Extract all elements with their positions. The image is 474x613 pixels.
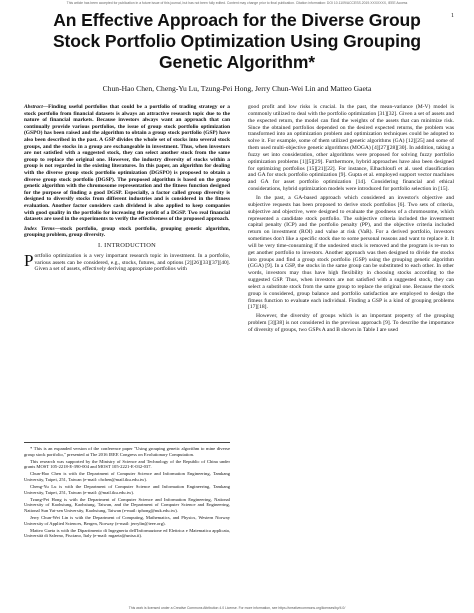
body-paragraph: However, the diversity of groups which is an important property of the grouping problem [3][38] is not considered in the previous approach [9]. To describe the importance of diversity of groups, two GSPs A and B shown in Table I are used bbox=[248, 313, 454, 333]
footnote: * This is an expanded version of the conference paper "Using grouping genetic algorithm to mine diverse group stock portfolio," presented at The 2016 IEEE Congress on Evolutionary Computation. bbox=[24, 446, 230, 457]
license-footer: This work is licensed under a Creative Commons Attribution 4.0 License. For more information, see https://creativecommons.org/licenses/by/4.0/ bbox=[128, 606, 346, 610]
page-number: 1 bbox=[451, 13, 454, 19]
footnotes bbox=[24, 442, 230, 540]
footnote: Chun-Hao Chen is with the Department of Computer Science and Information Engineering, Tamkang University, Taipei, 251, Taiwan (e-mail: chchen@mail.tku.edu.tw). bbox=[24, 471, 230, 482]
index-terms-label: Index Terms bbox=[24, 225, 55, 232]
body-paragraph: In the past, a GA-based approach which considered an investor's objective and subjective requests has been proposed to derive stock portfolios [6]. Two sets of criteria, subjective and objective, were designed to evaluate the goodness of a chromosome, which represented a candidate stock portfolio. The subjective criteria included the investment capital penalty (ICP) and the portfolio penalty (PP), and the objective criteria included return on investment (ROI) and value at risk (VaR). For a derived portfolio, investors sometimes don't like a specific stock due to some personal reasons and want to replace it. It will be very time-consuming if the undesired stock is removed and the program is re-run to get another portfolio to investors. Another approach was then designed to divide the stocks into groups and find a group stock portfolio (GSP) using the grouping genetic algorithm (GGA) [9]. In a GSP, the stocks in the same group can be substituted to each other. In other words, investors may thus have high flexibility in choosing stocks according to the suggested GSP. Thus, when investors are not satisfied with a suggested stock, they can select a substitute stock from the same group to replace the original one. Because the stock group is considered, group balance and portfolio satisfaction are employed to design the fitness function to evaluate each individual. Finding a GSP is a kind of grouping problems [17][18]. bbox=[248, 194, 454, 311]
footnote: Matteo Gaeta is with the Dipartimento di Ingegneria dell'Informazione ed Elettrica e Matematica applicata, Università di Salerno, Fisciano, Italy (e-mail: mgaeta@unisa.it). bbox=[24, 527, 230, 539]
index-terms bbox=[24, 226, 230, 239]
abstract-text: —Finding useful portfolios that could be a portfolio of trading strategy or a stock portfolio from financial datasets is always an attractive research topic due to the nature of financial markets. Because investors always want an approach that can continually provide various portfolios, the issue of group stock portfolio optimization (GSPO) has been raised and the algorithm to obtain a group stock portfolio (GSP) have also been described in the past. A GSP divides the whole set of stocks into several stock groups, and the stocks in a group are exchangeable in investment. Thus, when investors are not satisfied with a suggested stock, they can select another stock from the same group to replace the original one. However, the industry diversity of stocks within a group is not regarded in the existing literatures. In this paper, an algorithm for dealing with the diverse group stock portfolio optimization (DGSPO) is proposed to obtain a diverse group stock portfolio (DGSP). The proposed algorithm is based on the group genetic algorithm with the chromosome representation and the fitness function designed for the purpose of finding a good DGSP. Especially, a factor called group diversity is designed to diversify stocks from different industries and is considered in the fitness evaluation. Another factor considers cash dividend is also applied to keep companies with good quality in the portfolio for increasing the profit of a DGSP. Two real financial datasets are used in the experiments to verify the effectiveness of the proposed approach. bbox=[24, 104, 230, 223]
section-heading: I. INTRODUCTION bbox=[97, 241, 157, 249]
paper-title: An Effective Approach for the Diverse Group Stock Portfolio Optimization Using Grouping Genetic Algorithm* bbox=[52, 10, 422, 72]
intro-text: ortfolio optimization is a very important research topic in investment. In a portfolio, various assets can be considered, e.g., stocks, futures, and options [2][26][33][37][40]. Given a set of assets, effectively deriving appropriate portfolios with bbox=[34, 252, 230, 273]
journal-banner: This article has been accepted for publication in a future issue of this journal, but has not been fully edited. Content may change prior to final publication. Citation information: DOI 10.1109/ACCESS.2019.XXXXXXX, IEEE Access bbox=[66, 1, 408, 5]
right-column bbox=[248, 104, 454, 336]
drop-cap: P bbox=[24, 250, 34, 270]
index-terms-text: —stock portfolio, group stock portfolio, grouping genetic algorithm, grouping problem, group diversity. bbox=[24, 225, 231, 239]
footnote: Cheng-Yu Lu is with the Department of Computer Science and Information Engineering, Tamkang University, Taipei, 251, Taiwan (e-mail: @mail.tku.edu.tw). bbox=[24, 484, 230, 495]
left-column bbox=[24, 104, 230, 275]
footnote: Jerry Chun-Wei Lin is with the Department of Computing, Mathematics, and Physics, Western Norway University of Applied Sciences, Bergen, Norway (e-mail: jerrylin@ieee.org). bbox=[24, 515, 230, 526]
footnote: This research was supported by the Ministry of Science and Technology of the Republic of China under grants MOST 105-2218-E-390-004 and MOST 105-2221-E-032-037. bbox=[24, 458, 230, 470]
footnote: Tzung-Pei Hong is with the Department of Computer Science and Information Engineering, National University of Kaohsiung, Kaohsiung, Taiwan, and the Department of Computer Science and Engineering, National Sun Yat-sen University, Kaohsiung, Taiwan (e-mail: tphong@nuk.edu.tw). bbox=[24, 496, 230, 513]
body-paragraph: good profit and low risks is crucial. In the past, the mean-variance (M-V) model is commonly utilized to deal with the portfolio optimization [31][32]. Given a set of assets and the expected return, the model can find the weights of the assets that can minimize risk. Since the obtained portfolios depended on the desired expected returns, the problem was transformed into an optimization problem and optimization techniques could be adopted to solve it. For example, some of them utilized genetic algorithms (GA) [12][25] and some of them used multi-objective genetic algorithms (MOGA) [4][27][28][30]. In addition, taking a fuzzy set into consideration, other algorithms were proposed for solving fuzzy portfolio optimization problems [1][5][29]. Furthermore, hybrid approaches have also been designed for optimizing portfolios [15][21][22]. For instance, Elhachloufi et al. used classification and GA for stock portfolio optimization [9]. Gupta et al. employed support vector machines and GA for asset portfolio optimization [14]. Considering financial and ethical considerations, hybrid optimization models were introduced for portfolio selection in [15]. bbox=[248, 104, 454, 193]
author-list: Chun-Hao Chen, Cheng-Yu Lu, Tzung-Pei Hong, Jerry Chun-Wei Lin and Matteo Gaeta bbox=[102, 84, 372, 93]
abstract-label: Abstract bbox=[24, 104, 43, 110]
abstract bbox=[24, 104, 230, 223]
intro-paragraph bbox=[24, 250, 230, 274]
